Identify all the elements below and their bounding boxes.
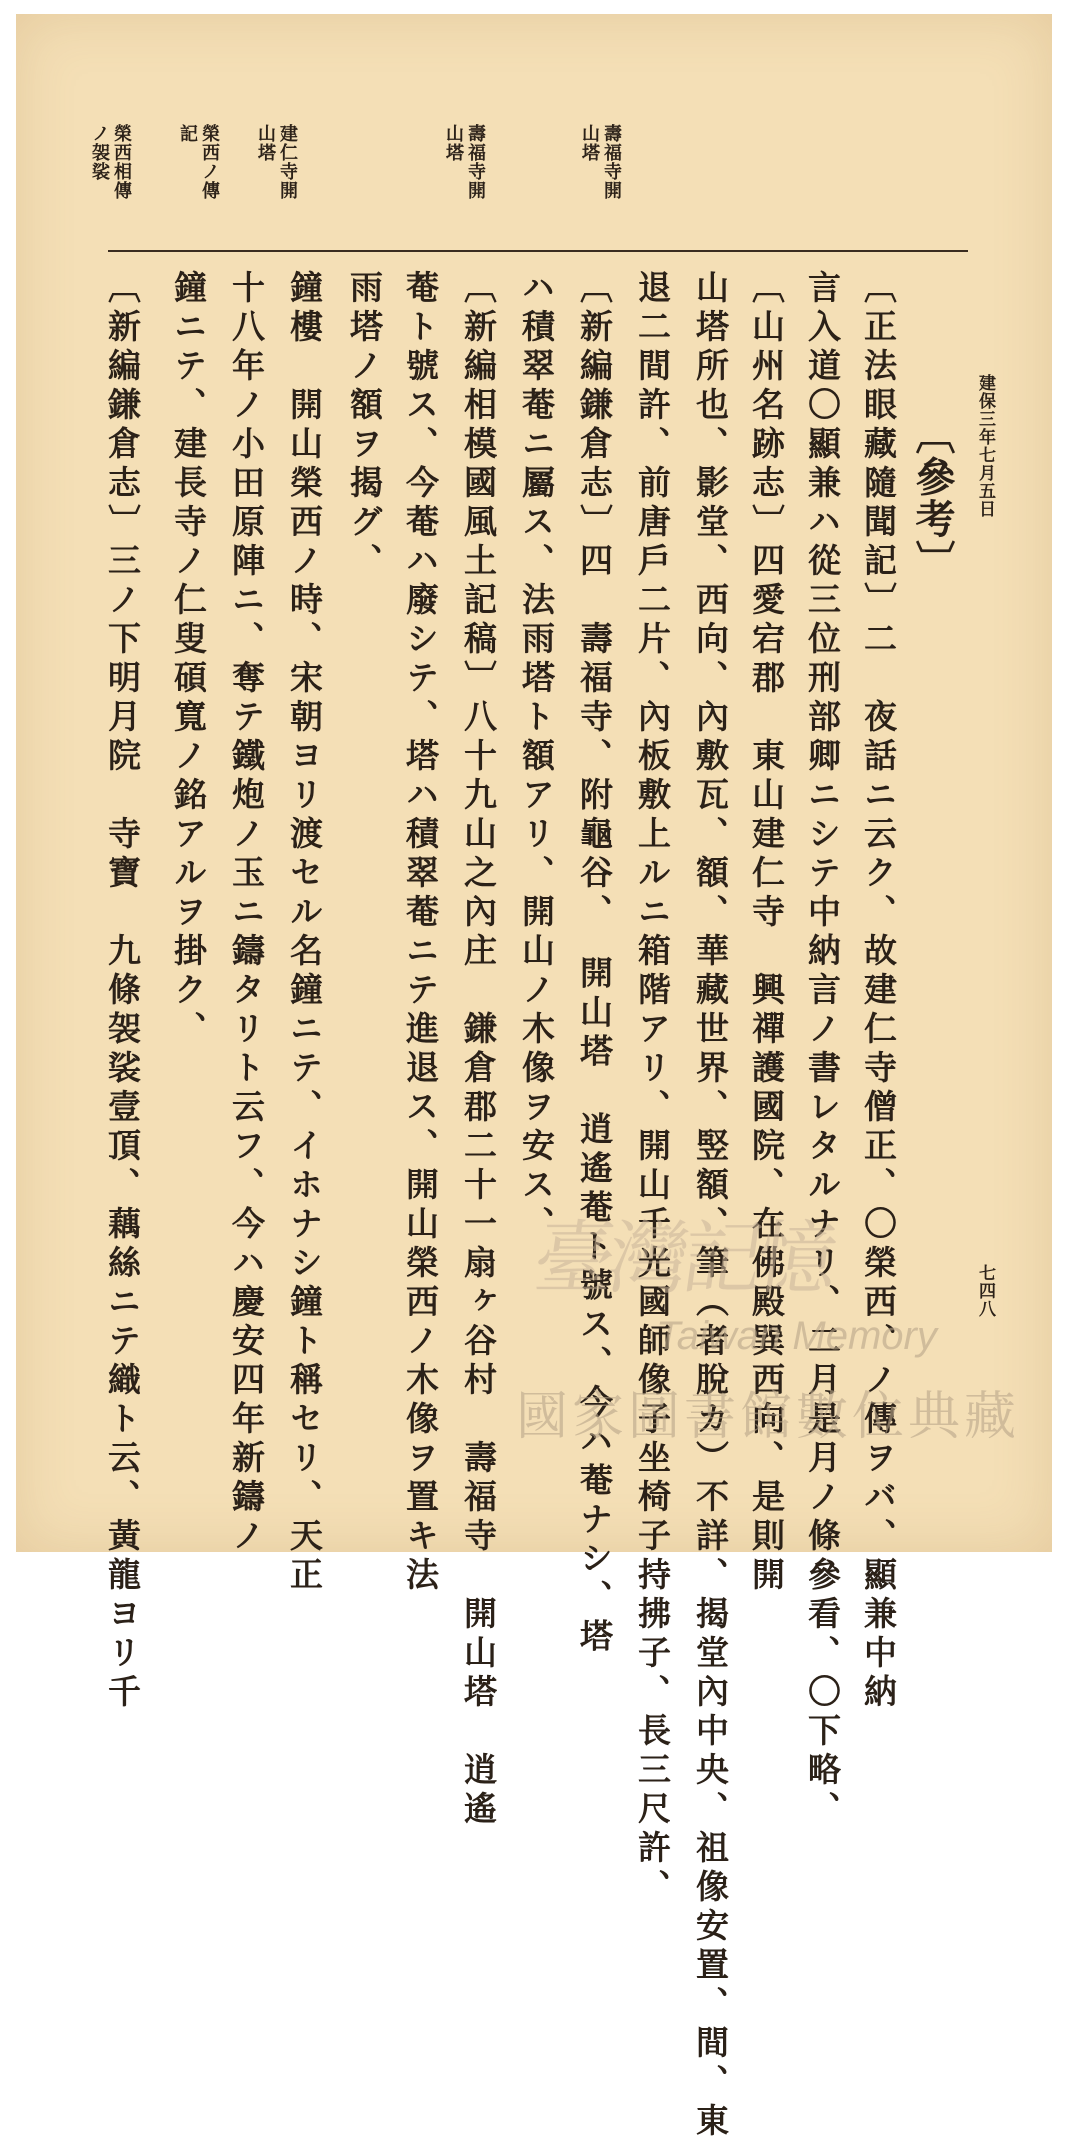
- watermark-brand-cn: 臺灣記憶: [528, 1212, 838, 1305]
- text-column: ハ積翠菴ニ屬ス、法雨塔ト額アリ、開山ノ木像ヲ安ス、: [517, 270, 556, 1245]
- header-divider: [108, 250, 968, 252]
- text-column: 〔山州名跡志〕四愛宕郡 東山建仁寺 興禪護國院、在佛殿巽西向、是則開: [747, 270, 786, 1596]
- text-column: 〔新編相模國風土記稿〕八十九山之內庄 鎌倉郡二十一扇ヶ谷村 壽福寺 開山塔 逍遙: [459, 270, 498, 1830]
- text-column: 鐘樓 開山榮西ノ時、宋朝ヨリ渡セル名鐘ニテ、イホナシ鐘ト稱セリ、天正: [285, 270, 324, 1596]
- text-column: 〔正法眼藏隨聞記〕二 夜話ニ云ク、故建仁寺僧正、〇榮西、ノ傳ヲバ、顯兼中納: [859, 270, 898, 1713]
- text-column: 雨塔ノ額ヲ揭グ、: [345, 270, 384, 582]
- watermark-brand-en: Taiwan Memory: [656, 1314, 937, 1358]
- page-number: 七四八: [975, 1264, 995, 1318]
- side-note: 建仁寺開山塔: [255, 124, 298, 200]
- text-column: 菴ト號ス、今菴ハ廢シテ、塔ハ積翠菴ニテ進退ス、開山榮西ノ木像ヲ置キ法: [401, 270, 440, 1596]
- side-note: 榮西ノ傳記: [177, 124, 220, 200]
- side-note: 榮西相傳ノ袈裟: [89, 124, 132, 200]
- side-note: 壽福寺開山塔: [579, 124, 622, 200]
- watermark-institution: 國家圖書館數位典藏: [516, 1387, 1021, 1447]
- text-column: 〔新編鎌倉志〕三ノ下明月院 寺寶 九條袈裟壹頂、藕絲ニテ織ト云、黃龍ヨリ千: [103, 270, 142, 1713]
- text-column: 鐘ニテ、建長寺ノ仁叟碩寬ノ銘アルヲ掛ク、: [169, 270, 208, 1050]
- book-page: [16, 14, 1052, 2142]
- text-column: 退二間許、前唐戶二片、內板敷上ルニ箱階アリ、開山千光國師像子坐椅子持拂子、長三尺許、: [633, 270, 672, 1908]
- text-column: 山塔所也、影堂、西向、內敷瓦、額、華藏世界、竪額、筆（者脫カ）不詳、揭堂內中央、祖像安置、間、東: [691, 270, 730, 2142]
- text-column: 言入道〇顯兼ハ從三位刑部卿ニシテ中納言ノ書レタルナリ、二月是月ノ條參看、〇下略、: [803, 270, 842, 1830]
- text-column: 〔新編鎌倉志〕四 壽福寺、附龜谷、 開山塔 逍遙菴ト號ス、今ハ菴ナシ、塔: [575, 270, 614, 1658]
- section-heading: 〔參考〕: [909, 414, 956, 582]
- page-date-header: 建保三年七月五日: [975, 374, 995, 518]
- side-note: 壽福寺開山塔: [443, 124, 486, 200]
- text-column: 十八年ノ小田原陣ニ、奪テ鐵炮ノ玉ニ鑄タリト云フ、今ハ慶安四年新鑄ノ: [227, 270, 266, 1557]
